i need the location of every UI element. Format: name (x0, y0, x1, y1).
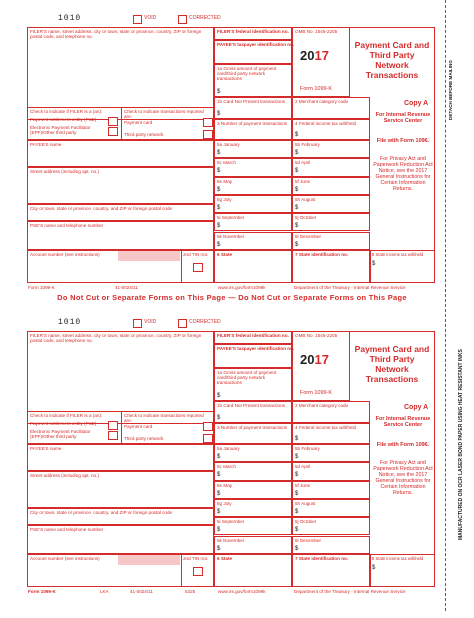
box2-label: 2 Merchant category code (295, 99, 349, 104)
form-title: Payment Card and Third Party Network Transactions (354, 344, 430, 384)
month-label: 5j October (295, 215, 317, 221)
box1a-label: 1a Gross amount of payment card/third party network transactions (217, 66, 277, 82)
box7-label: 7 State identification no. (295, 252, 349, 257)
month-dollar: $ (295, 186, 299, 193)
month-dollar: $ (295, 490, 299, 497)
footer-dept: Department of the Treasury - Internal Revenue Service (294, 285, 406, 290)
filer-check-divider (121, 107, 122, 140)
year-suffix: 17 (314, 48, 329, 63)
footer-num: 5325 (185, 589, 196, 594)
file-with-label: File with Form 1096. (376, 442, 430, 448)
box1b-dollar: $ (217, 111, 221, 117)
check-transactions-label: Check to indicate transactions reported are: (124, 109, 204, 120)
city-label: City or town, state or province, country, and ZIP or foreign postal code (30, 510, 173, 515)
footer-lka: LKA (100, 589, 109, 594)
void-checkbox[interactable] (133, 319, 142, 328)
month-label: 5k November (217, 233, 245, 239)
month-label: 5c March (217, 160, 236, 166)
for-irs-label: For Internal Revenue Service Center (375, 112, 431, 124)
box7-label: 7 State identification no. (295, 556, 349, 561)
month-dollar: $ (217, 186, 221, 193)
form-copy-top (0, 14, 474, 314)
tin-not-label: 2nd TIN not. (183, 556, 209, 561)
cut-notice-text: Do Not Cut or Separate Forms on This Page (57, 293, 226, 302)
filer-label: FILER'S name, street address, city or town, state or province, country, ZIP or foreign postal code, and telephone no. (30, 333, 202, 344)
box8-dollar: $ (372, 261, 376, 267)
privacy-notice: For Privacy Act and Paperwork Reduction Act Notice, see the 2017 General Instructions for Certain Information Returns. (373, 460, 433, 496)
month-label: 5l December (295, 537, 322, 543)
corrected-checkbox[interactable] (178, 319, 187, 328)
payee-tin-label: PAYEE'S taxpayer identification no. (217, 42, 295, 47)
pse-label: Payment settlement entity (PSE) (30, 117, 97, 122)
footer-form: Form 1099-K (28, 285, 55, 290)
payee-name-label: PAYEE'S name (30, 142, 62, 147)
month-label: 5j October (295, 519, 317, 525)
month-dollar: $ (217, 204, 221, 211)
pse-label: Payment settlement entity (PSE) (30, 421, 97, 426)
federal-id-label: FILER'S federal identification no. (217, 29, 289, 34)
tax-year (300, 352, 329, 367)
month-dollar: $ (217, 508, 221, 515)
for-irs-label: For Internal Revenue Service Center (375, 416, 431, 428)
month-dollar: $ (295, 241, 299, 248)
account-shade (118, 251, 180, 261)
month-label: 5h August (295, 196, 316, 202)
pse-name-label: PSE'S name and telephone number (30, 223, 104, 228)
form-code: 1010 (58, 318, 82, 327)
month-dollar: $ (295, 508, 299, 515)
tax-year (300, 48, 329, 63)
street-label: Street address (including apt. no.) (30, 169, 99, 174)
pse-name-label: PSE'S name and telephone number (30, 527, 104, 532)
month-dollar: $ (217, 472, 221, 479)
box4-label: 4 Federal income tax withheld (295, 425, 357, 430)
form-copy-bottom (0, 318, 474, 618)
month-dollar: $ (295, 204, 299, 211)
box1a-dollar: $ (217, 393, 221, 399)
month-label: 5a January (217, 142, 240, 147)
box8-label: 8 State income tax withheld (372, 556, 424, 561)
copy-a-label: Copy A (404, 100, 429, 107)
month-label: 5d April (295, 464, 311, 470)
footer-dept: Department of the Treasury - Internal Revenue Service (294, 589, 406, 594)
box8-dollar: $ (372, 565, 376, 571)
account-shade (118, 555, 180, 565)
epf-label: Electronic Payment Facilitator (EPF)/Other third party (30, 125, 91, 136)
box3-label: 3 Number of payment transactions (217, 425, 288, 430)
month-label: 5f June (295, 178, 311, 184)
box3-label: 3 Number of payment transactions (217, 121, 288, 126)
void-label: VOID (144, 15, 157, 21)
filer-check-label: Check to indicate if FILER is a (an): (30, 109, 103, 114)
month-label: 5e May (217, 178, 233, 184)
month-label: 5g July (217, 196, 232, 202)
void-label: VOID (144, 319, 157, 325)
box1b-label: 1b Card Not Present transactions (217, 99, 285, 104)
year-prefix: 20 (300, 352, 315, 367)
cut-notice-text-2: Do Not Cut or Separate Forms on This Page (238, 293, 407, 302)
box6-label: 6 State (217, 556, 233, 561)
epf-label: Electronic Payment Facilitator (EPF)/Other third party (30, 429, 91, 440)
month-dollar: $ (295, 527, 299, 534)
box1a-dollar: $ (217, 89, 221, 95)
month-dollar: $ (217, 545, 221, 552)
side-detach-text: DETACH BEFORE MAILING (448, 60, 453, 120)
month-label: 5a January (217, 446, 240, 451)
tin-not-checkbox[interactable] (193, 567, 203, 576)
payment-card-label: Payment card (124, 120, 153, 125)
month-dollar: $ (217, 241, 221, 248)
footer-form: Form 1099-K (28, 589, 56, 594)
third-party-network-label: Third party network (124, 436, 164, 441)
city-label: City or town, state or province, country, and ZIP or foreign postal code (30, 206, 173, 211)
account-label: Account number (see instructions) (30, 252, 100, 257)
month-label: 5h August (295, 500, 316, 506)
void-checkbox[interactable] (133, 15, 142, 24)
form-name: Form 1099-K (300, 390, 333, 396)
year-suffix: 17 (314, 352, 329, 367)
box1b-label: 1b Card Not Present transactions (217, 403, 285, 408)
box8-label: 8 State income tax withheld (372, 252, 424, 257)
month-label: 5d April (295, 160, 311, 166)
privacy-notice: For Privacy Act and Paperwork Reduction Act Notice, see the 2017 General Instructions for Certain Information Returns. (373, 156, 433, 192)
box4-dollar: $ (295, 132, 299, 138)
box2-label: 2 Merchant category code (295, 403, 349, 408)
month-label: 5e May (217, 482, 233, 488)
account-divider (181, 554, 182, 587)
month-dollar: $ (217, 223, 221, 230)
filer-label: FILER'S name, street address, city or town, state or province, country, ZIP or foreign postal code, and telephone no. (30, 29, 202, 40)
box1b-dollar: $ (217, 415, 221, 421)
month-label: 5i September (217, 215, 245, 221)
account-divider (181, 250, 182, 283)
form-title: Payment Card and Third Party Network Transactions (354, 40, 430, 80)
corrected-label: CORRECTED (189, 319, 221, 325)
omb-label: OMB No. 1545-2205 (295, 333, 338, 338)
footer-url: www.irs.gov/form1099k (218, 589, 266, 594)
footer-url: www.irs.gov/form1099k (218, 285, 266, 290)
check-transactions-label: Check to indicate transactions reported are: (124, 413, 204, 424)
month-dollar: $ (295, 454, 299, 460)
account-label: Account number (see instructions) (30, 556, 100, 561)
month-label: 5b February (295, 142, 320, 147)
tin-not-label: 2nd TIN not. (183, 252, 209, 257)
box4-dollar: $ (295, 436, 299, 442)
filer-check-label: Check to indicate if FILER is a (an): (30, 413, 103, 418)
third-party-network-label: Third party network (124, 132, 164, 137)
payee-tin-label: PAYEE'S taxpayer identification no. (217, 346, 295, 351)
footer-cat: 41-0024/11 (130, 589, 153, 594)
copy-a-label: Copy A (404, 404, 429, 411)
federal-id-label: FILER'S federal identification no. (217, 333, 289, 338)
month-dollar: $ (217, 454, 221, 460)
footer-cat: 41-0024/11 (115, 285, 138, 290)
month-label: 5c March (217, 464, 236, 470)
month-label: 5b February (295, 446, 320, 451)
month-label: 5g July (217, 500, 232, 506)
month-dollar: $ (217, 168, 221, 175)
tin-not-checkbox[interactable] (193, 263, 203, 272)
box6-label: 6 State (217, 252, 233, 257)
month-dollar: $ (295, 150, 299, 156)
side-manufactured-text: MANUFACTURED ON OCR LASER BOND PAPER USING HEAT RESISTANT INKS (458, 349, 464, 540)
month-dollar: $ (217, 150, 221, 156)
omb-label: OMB No. 1545-2205 (295, 29, 338, 34)
month-label: 5k November (217, 537, 245, 543)
filer-check-divider (121, 411, 122, 444)
form-name: Form 1099-K (300, 86, 333, 92)
cut-notice-dash: — (228, 293, 236, 302)
month-dollar: $ (295, 472, 299, 479)
month-label: 5i September (217, 519, 245, 525)
file-with-label: File with Form 1096. (376, 138, 430, 144)
payee-name-label: PAYEE'S name (30, 446, 62, 451)
box1a-label: 1a Gross amount of payment card/third party network transactions (217, 370, 277, 386)
cut-notice (28, 293, 436, 302)
month-dollar: $ (217, 527, 221, 534)
month-dollar: $ (295, 168, 299, 175)
month-dollar: $ (295, 223, 299, 230)
form-code: 1010 (58, 14, 82, 23)
month-dollar: $ (295, 545, 299, 552)
month-label: 5l December (295, 233, 322, 239)
year-prefix: 20 (300, 48, 315, 63)
payment-card-label: Payment card (124, 424, 153, 429)
box4-label: 4 Federal income tax withheld (295, 121, 357, 126)
corrected-label: CORRECTED (189, 15, 221, 21)
month-dollar: $ (217, 490, 221, 497)
month-label: 5f June (295, 482, 311, 488)
corrected-checkbox[interactable] (178, 15, 187, 24)
street-label: Street address (including apt. no.) (30, 473, 99, 478)
